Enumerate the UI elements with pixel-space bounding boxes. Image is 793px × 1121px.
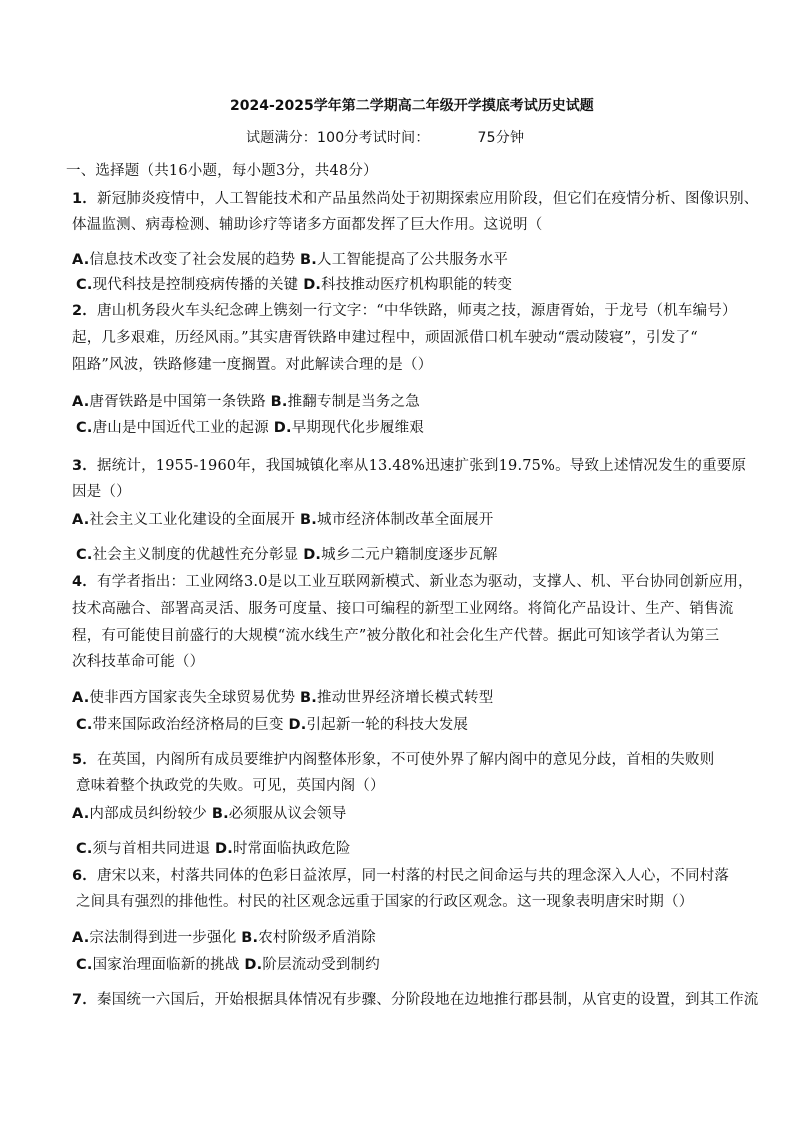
option-text: 唐山是中国近代工业的起源 <box>92 420 269 436</box>
question-5-option-row-2 <box>76 839 351 859</box>
question-1-line-2: 体温监测、病毒检测、辅助诊疗等诸多方面都发挥了巨大作用。这说明（ <box>72 217 543 233</box>
question-4-option-row-1 <box>72 688 493 708</box>
option-text: 科技推动医疗机构职能的转变 <box>321 277 513 293</box>
option-letter: D. <box>303 547 322 563</box>
question-text: 有学者指出：工业网络3.0是以工业互联网新模式、新业态为驱动，支撑人、机、平台协同创新应用， <box>97 574 753 590</box>
question-4-line-1 <box>72 572 753 592</box>
option-text: 城乡二元户籍制度逐步瓦解 <box>321 547 498 563</box>
option-letter: D. <box>303 277 322 293</box>
question-5-line-1 <box>72 750 714 770</box>
question-2-line-1 <box>72 301 737 321</box>
option-text: 社会主义工业化建设的全面展开 <box>89 512 296 528</box>
option-text: 时常面临执政危险 <box>232 841 351 857</box>
option-letter: B. <box>300 690 317 706</box>
exam-score-time <box>246 128 524 148</box>
question-4-option-row-2 <box>76 715 468 735</box>
option-text: 推翻专制是当务之急 <box>287 394 420 410</box>
question-1-option-row-1 <box>72 250 508 270</box>
option-text: 使非西方国家丧失全球贸易优势 <box>89 690 296 706</box>
question-text: 秦国统一六国后，开始根据具体情况有步骤、分阶段地在边地推行郡县制，从官吏的设置，到其工作流 <box>97 992 759 1008</box>
option-letter: B. <box>241 930 259 946</box>
question-4-line-2: 技术高融合、部署高灵活、服务可度量、接口可编程的新型工业网络。将简化产品设计、生产、销售流 <box>72 601 734 617</box>
question-2-line-3: 阻路”风波，铁路修建一度搁置。对此解读合理的是（） <box>72 357 433 373</box>
question-3-line-1 <box>72 456 746 476</box>
question-text: 唐山机务段火车头纪念碑上镌刻一行文字：“中华铁路，师夷之技，源唐胥始，于龙号（机车编号） <box>97 303 737 319</box>
option-letter: D. <box>244 957 263 973</box>
question-6-line-2: 之间具有强烈的排他性。村民的社区观念远重于国家的行政区观念。这一现象表明唐宋时期（） <box>76 894 694 910</box>
option-letter: D. <box>288 717 307 733</box>
option-letter: A. <box>72 394 90 410</box>
option-text: 内部成员纠纷较少 <box>89 806 208 822</box>
option-text: 国家治理面临新的挑战 <box>92 957 240 973</box>
score-label: 试题满分：100分考试时间： <box>246 130 430 146</box>
option-text: 社会主义制度的优越性充分彰显 <box>92 547 299 563</box>
question-6-line-1 <box>72 866 729 886</box>
option-text: 须与首相共同进退 <box>92 841 211 857</box>
question-2-option-row-1 <box>72 392 420 412</box>
option-text: 推动世界经济增长模式转型 <box>317 690 494 706</box>
option-letter: D. <box>214 841 233 857</box>
option-letter: B. <box>300 252 317 268</box>
option-letter: A. <box>72 690 90 706</box>
option-letter: D. <box>273 420 292 436</box>
option-text: 引起新一轮的科技大发展 <box>306 717 469 733</box>
option-letter: C. <box>76 841 93 857</box>
option-text: 现代科技是控制疫病传播的关键 <box>92 277 299 293</box>
question-5-option-row-1 <box>72 804 346 824</box>
question-3-option-row-2 <box>76 545 498 565</box>
question-5-line-2: 意味着整个执政党的失败。可见，英国内阁（） <box>76 778 385 794</box>
option-letter: C. <box>76 957 93 973</box>
question-text: 据统计，1955-1960年，我国城镇化率从13.48%迅速扩张到19.75%。导致上述情况发生的重要原 <box>97 458 747 474</box>
option-text: 唐胥铁路是中国第一条铁路 <box>89 394 266 410</box>
exam-title: 2024-2025学年第二学期高二年级开学摸底考试历史试题 <box>230 98 594 114</box>
question-text: 唐宋以来，村落共同体的色彩日益浓厚，同一村落的村民之间命运与共的理念深入人心，不同村落 <box>97 868 730 884</box>
option-letter: C. <box>76 547 93 563</box>
option-letter: B. <box>300 512 317 528</box>
question-3-line-2: 因是（） <box>72 484 131 500</box>
question-4-line-3: 程，有可能使目前盛行的大规模“流水线生产”被分散化和社会化生产代替。据此可知该学者认为第三 <box>72 628 720 644</box>
option-text: 农村阶级矛盾消除 <box>258 930 376 946</box>
question-number: 3． <box>72 458 97 474</box>
section-heading: 一、选择题（共16小题，每小题3分，共48分） <box>66 163 378 179</box>
option-letter: A. <box>72 252 90 268</box>
option-text: 信息技术改变了社会发展的趋势 <box>89 252 296 268</box>
question-number: 7． <box>72 992 97 1008</box>
option-letter: B. <box>211 806 229 822</box>
question-text: 新冠肺炎疫情中，人工智能技术和产品虽然尚处于初期探索应用阶段，但它们在疫情分析、图像识别、 <box>97 191 759 207</box>
option-letter: B. <box>270 394 288 410</box>
question-4-line-4: 次科技革命可能（） <box>72 654 205 670</box>
option-letter: C. <box>76 717 93 733</box>
question-6-option-row-2 <box>76 955 380 975</box>
question-1-option-row-2 <box>76 275 512 295</box>
question-number: 2． <box>72 303 97 319</box>
option-text: 阶层流动受到制约 <box>262 957 380 973</box>
question-6-option-row-1 <box>72 928 376 948</box>
question-7-line-1 <box>72 990 759 1010</box>
question-1-line-1 <box>72 189 759 209</box>
question-2-option-row-2 <box>76 418 424 438</box>
question-3-option-row-1 <box>72 510 493 530</box>
question-number: 5． <box>72 752 97 768</box>
option-letter: C. <box>76 420 93 436</box>
question-number: 6． <box>72 868 97 884</box>
question-number: 1． <box>72 191 97 207</box>
option-text: 城市经济体制改革全面展开 <box>317 512 494 528</box>
question-number: 4． <box>72 574 97 590</box>
option-text: 人工智能提高了公共服务水平 <box>317 252 509 268</box>
option-text: 必须服从议会领导 <box>228 806 347 822</box>
option-text: 早期现代化步履维艰 <box>291 420 425 436</box>
option-letter: C. <box>76 277 93 293</box>
option-letter: A. <box>72 806 90 822</box>
option-text: 带来国际政治经济格局的巨变 <box>92 717 284 733</box>
option-letter: A. <box>72 512 90 528</box>
question-text: 在英国，内阁所有成员要维护内阁整体形象，不可使外界了解内阁中的意见分歧，首相的失败则 <box>97 752 715 768</box>
option-text: 宗法制得到进一步强化 <box>89 930 237 946</box>
time-value: 75分钟 <box>477 130 525 146</box>
question-2-line-2: 起，几多艰难，历经风雨。”其实唐胥铁路申建过程中，顽固派借口机车驶动“震动陵寝”，引发了“ <box>72 330 698 346</box>
option-letter: A. <box>72 930 90 946</box>
